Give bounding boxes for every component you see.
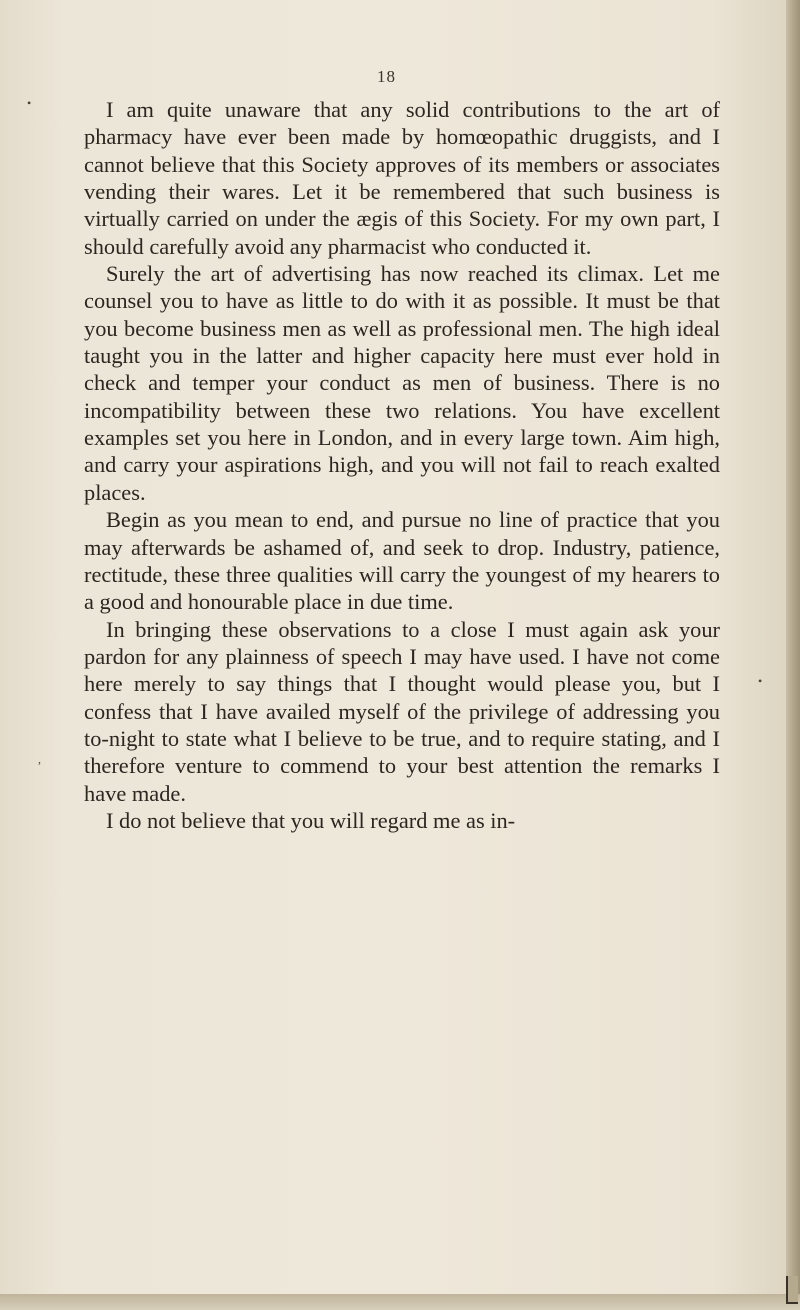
paragraph-1: I am quite unaware that any solid contributions to the art of pharmacy have ever been made by homœopathic druggists, and I cannot believe that this Society approves of its members or associates vending their wares. Let it be remembered that such business is virtually carried on under the ægis of this Society. For my own part, I should carefully avoid any pharmacist who conducted it. [84, 97, 720, 259]
body-text [84, 96, 720, 834]
margin-speck: • [27, 96, 32, 110]
margin-speck: , [38, 752, 41, 766]
margin-speck: • [758, 674, 763, 688]
paragraph-5: I do not believe that you will regard me as in- [106, 807, 516, 833]
paragraph-2: Surely the art of advertising has now reached its climax. Let me counsel you to have as little to do with it as possible. It must be that you become business men as well as professional men. The high ideal taught you in the latter and higher capacity here must ever hold in check and temper your conduct as men of business. There is no incompatibility between these two relations. You have excellent examples set you here in London, and in every large town. Aim high, and carry your aspirations high, and you will not fail to reach exalted places. [84, 261, 720, 505]
paragraph-3: Begin as you mean to end, and pursue no line of practice that you may afterwards be ashamed of, and seek to drop. Industry, patience, rectitude, these three qualities will carry the youngest of my hearers to a good and honourable place in due time. [84, 507, 720, 615]
page-edge-bottom [0, 1294, 800, 1310]
page-edge-right [786, 0, 800, 1310]
paragraph-4: In bringing these observations to a close I must again ask your pardon for any plainness of speech I may have used. I have not come here merely to say things that I thought would please you, but I confess that I have availed myself of the privilege of addressing you to-night to state what I believe to be true, and to require stating, and I therefore venture to commend to your best attention the remarks I have made. [84, 616, 720, 806]
page-number: 18 [377, 67, 396, 86]
corner-bracket-icon [786, 1276, 798, 1304]
